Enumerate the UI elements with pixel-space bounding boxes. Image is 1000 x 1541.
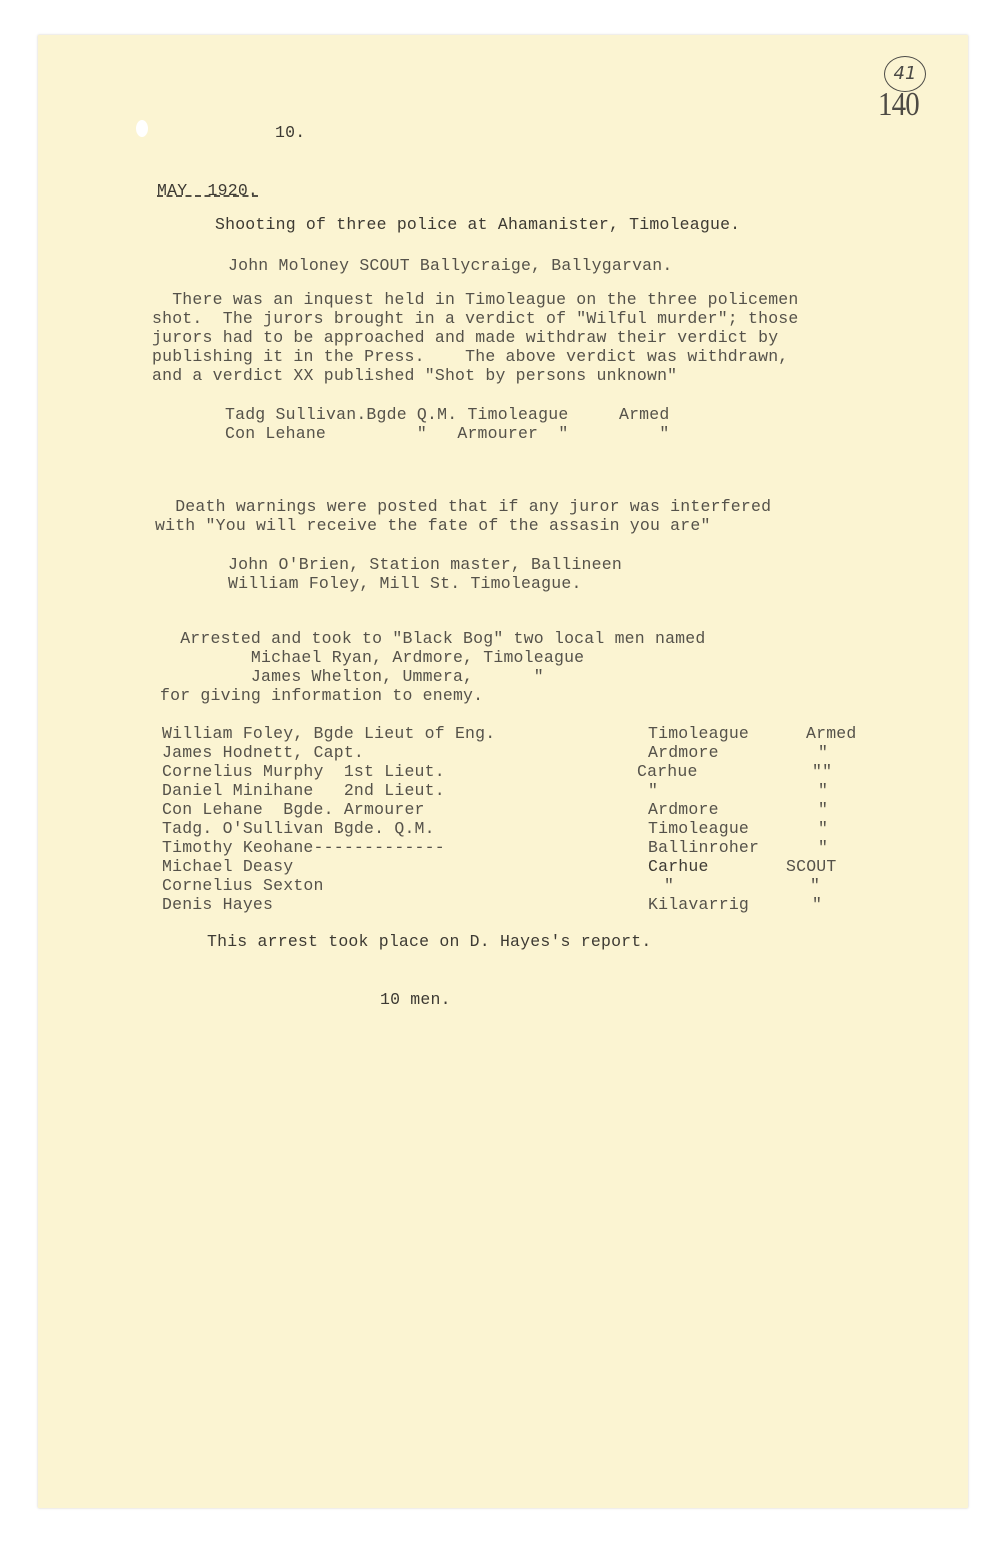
- roster-status: ": [818, 800, 829, 819]
- roster-name: Con Lehane Bgde. Armourer: [162, 800, 425, 819]
- roster-status: SCOUT: [786, 857, 837, 876]
- roster-name: Cornelius Sexton: [162, 876, 324, 895]
- roster-place: Timoleague: [648, 724, 750, 743]
- roster-status: "": [812, 762, 833, 781]
- paragraph-line: and a verdict XX published "Shot by persons unknown": [152, 366, 678, 385]
- roster-place: Ardmore: [648, 800, 719, 819]
- list-item: John O'Brien, Station master, Ballineen: [228, 555, 622, 574]
- page-number: 10.: [275, 123, 306, 142]
- roster-name: Tadg. O'Sullivan Bgde. Q.M.: [162, 819, 435, 838]
- roster-place: Ardmore: [648, 743, 719, 762]
- roster-name: William Foley, Bgde Lieut of Eng.: [162, 724, 496, 743]
- roster-status: Armed: [806, 724, 857, 743]
- paragraph-line: with "You will receive the fate of the assasin you are": [155, 516, 711, 535]
- roster-name: Timothy Keohane-------------: [162, 838, 445, 857]
- roster-status: ": [810, 876, 821, 895]
- punch-hole: [136, 120, 148, 137]
- paragraph-line: for giving information to enemy.: [160, 686, 484, 705]
- roster-name: Daniel Minihane 2nd Lieut.: [162, 781, 445, 800]
- list-item: Con Lehane " Armourer " ": [225, 424, 670, 443]
- roster-place: Carhue: [648, 857, 709, 876]
- roster-name: James Hodnett, Capt.: [162, 743, 365, 762]
- shooting-title: Shooting of three police at Ahamanister, Timoleague.: [215, 215, 741, 234]
- paragraph-line: Arrested and took to "Black Bog" two local men named: [160, 629, 706, 648]
- folio-number: 140: [878, 86, 919, 123]
- paragraph-line: There was an inquest held in Timoleague on the three policemen: [152, 290, 799, 309]
- list-item: William Foley, Mill St. Timoleague.: [228, 574, 582, 593]
- roster-place: ": [664, 876, 675, 895]
- date-heading: MAY 1920.: [157, 181, 259, 200]
- circled-page-number: 41: [884, 56, 926, 92]
- roster-place: Ballinroher: [648, 838, 760, 857]
- paragraph-line: Death warnings were posted that if any juror was interfered: [155, 497, 772, 516]
- roster-name: Michael Deasy: [162, 857, 294, 876]
- paragraph-line: shot. The jurors brought in a verdict of "Wilful murder"; those: [152, 309, 799, 328]
- paragraph-line: publishing it in the Press. The above verdict was withdrawn,: [152, 347, 789, 366]
- report-note: This arrest took place on D. Hayes's report.: [207, 932, 652, 951]
- roster-name: Denis Hayes: [162, 895, 274, 914]
- roster-name: Cornelius Murphy 1st Lieut.: [162, 762, 445, 781]
- list-item: Tadg Sullivan.Bgde Q.M. Timoleague Armed: [225, 405, 670, 424]
- roster-status: ": [818, 743, 829, 762]
- paragraph-line: jurors had to be approached and made withdraw their verdict by: [152, 328, 779, 347]
- roster-status: ": [818, 781, 829, 800]
- paragraph-line: James Whelton, Ummera, ": [160, 667, 544, 686]
- roster-status: ": [812, 895, 823, 914]
- roster-place: Kilavarrig: [648, 895, 750, 914]
- roster-status: ": [818, 819, 829, 838]
- scout-line: John Moloney SCOUT Ballycraige, Ballygarvan.: [228, 256, 673, 275]
- roster-place: ": [648, 781, 659, 800]
- total-count: 10 men.: [380, 990, 451, 1009]
- roster-place: Timoleague: [648, 819, 750, 838]
- paragraph-line: Michael Ryan, Ardmore, Timoleague: [160, 648, 585, 667]
- roster-place: Carhue: [637, 762, 698, 781]
- roster-status: ": [818, 838, 829, 857]
